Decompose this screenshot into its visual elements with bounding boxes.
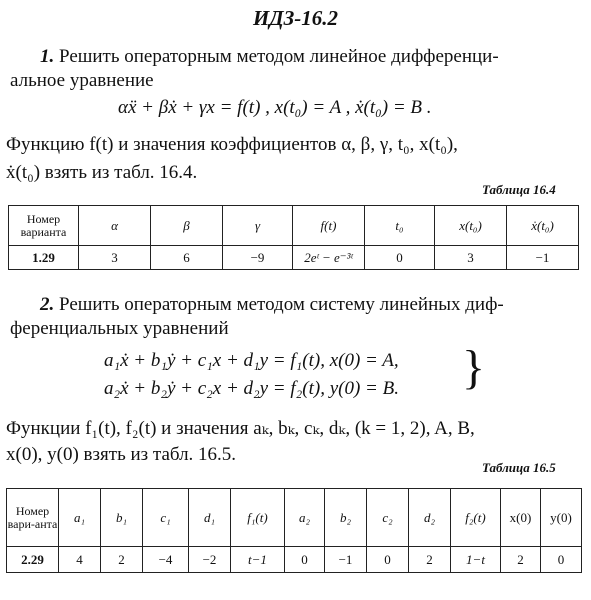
table2-cell-c2: 0 [367, 547, 409, 573]
table1-caption: Таблица 16.4 [482, 182, 556, 197]
table-row [7, 547, 582, 573]
task1-text1: Решить операторным методом линейное дифференци- [59, 46, 499, 67]
table1-header-f: f(t) [293, 206, 365, 246]
table2-cell-c1: −4 [143, 547, 189, 573]
table2-cell-a1: 4 [59, 547, 101, 573]
table2-cell-b1: 2 [101, 547, 143, 573]
table1-cell-x0: 3 [435, 246, 507, 270]
table2-cell-a2: 0 [285, 547, 325, 573]
task2-line4: x(0), y(0) взять из табл. 16.5. [6, 444, 237, 465]
table1-cell-variant: 1.29 [9, 246, 79, 270]
table2-cell-d1: −2 [189, 547, 231, 573]
task2-formula2: a₂ẋ + b₂ẏ + c₂x + d₂y = f₂(t), y(0) = B. [104, 378, 399, 399]
table1-header-alpha: α [79, 206, 151, 246]
table1-cell-f: 2eᵗ − e⁻³ᵗ [293, 246, 365, 270]
task2-text1: Решить операторным методом систему линейных диф- [59, 294, 504, 315]
table2-header-b2: b₂ [325, 489, 367, 547]
table2-header-b1: b₁ [101, 489, 143, 547]
table1-header-gamma: γ [223, 206, 293, 246]
table2-cell-f2: 1−t [451, 547, 501, 573]
table2-cell-x0: 2 [501, 547, 541, 573]
table1-header-beta: β [151, 206, 223, 246]
table2-header-f1: f₁(t) [231, 489, 285, 547]
table1-cell-gamma: −9 [223, 246, 293, 270]
table2-header-d1: d₁ [189, 489, 231, 547]
table2-header-f2: f₂(t) [451, 489, 501, 547]
task1-line4: ẋ(t₀) взять из табл. 16.4. [6, 162, 198, 183]
table1-cell-dx0: −1 [507, 246, 579, 270]
table1-header-row [9, 206, 579, 246]
table2-header-x0: x(0) [501, 489, 541, 547]
table2-cell-f1: t−1 [231, 547, 285, 573]
table2-header-c2: c₂ [367, 489, 409, 547]
table2-cell-variant: 2.29 [7, 547, 59, 573]
table1-header-variant: Номер варианта [9, 206, 79, 246]
table2-header-y0: y(0) [541, 489, 582, 547]
task1-formula: αẍ + βẋ + γx = f(t) , x(t₀) = A , ẋ(t₀) = B . [118, 97, 432, 118]
table1-cell-t0: 0 [365, 246, 435, 270]
system-brace: } [462, 341, 486, 394]
table2-header-a2: a₂ [285, 489, 325, 547]
table2-header-d2: d₂ [409, 489, 451, 547]
table2-header-a1: a₁ [59, 489, 101, 547]
task1-line2: альное уравнение [10, 70, 154, 91]
table-16-4 [8, 205, 579, 270]
table2-cell-d2: 2 [409, 547, 451, 573]
table-16-5 [6, 488, 582, 573]
table2-cell-b2: −1 [325, 547, 367, 573]
table1-header-dx0: ẋ(t₀) [507, 206, 579, 246]
table2-header-c1: c₁ [143, 489, 189, 547]
task2-number: 2. [40, 294, 55, 315]
table1-header-x0: x(t₀) [435, 206, 507, 246]
table2-header-variant: Номер вари-анта [7, 489, 59, 547]
table1-cell-beta: 6 [151, 246, 223, 270]
table2-header-row [7, 489, 582, 547]
table1-cell-alpha: 3 [79, 246, 151, 270]
task2-line1 [40, 294, 504, 316]
page-title: ИДЗ-16.2 [252, 6, 339, 30]
table2-cell-y0: 0 [541, 547, 582, 573]
task2-line3: Функции f₁(t), f₂(t) и значения aₖ, bₖ, cₖ, dₖ, (k = 1, 2), A, B, [6, 418, 475, 439]
table1-header-t0: t₀ [365, 206, 435, 246]
task2-formula1: a₁ẋ + b₁ẏ + c₁x + d₁y = f₁(t), x(0) = A, [104, 350, 399, 371]
table2-caption: Таблица 16.5 [482, 460, 556, 475]
task1-line3: Функцию f(t) и значения коэффициентов α, β, γ, t₀, x(t₀), [6, 134, 458, 155]
task1-line1 [40, 46, 499, 68]
task2-line2: ференциальных уравнений [10, 318, 229, 339]
table-row [9, 246, 579, 270]
task1-number: 1. [40, 46, 55, 67]
